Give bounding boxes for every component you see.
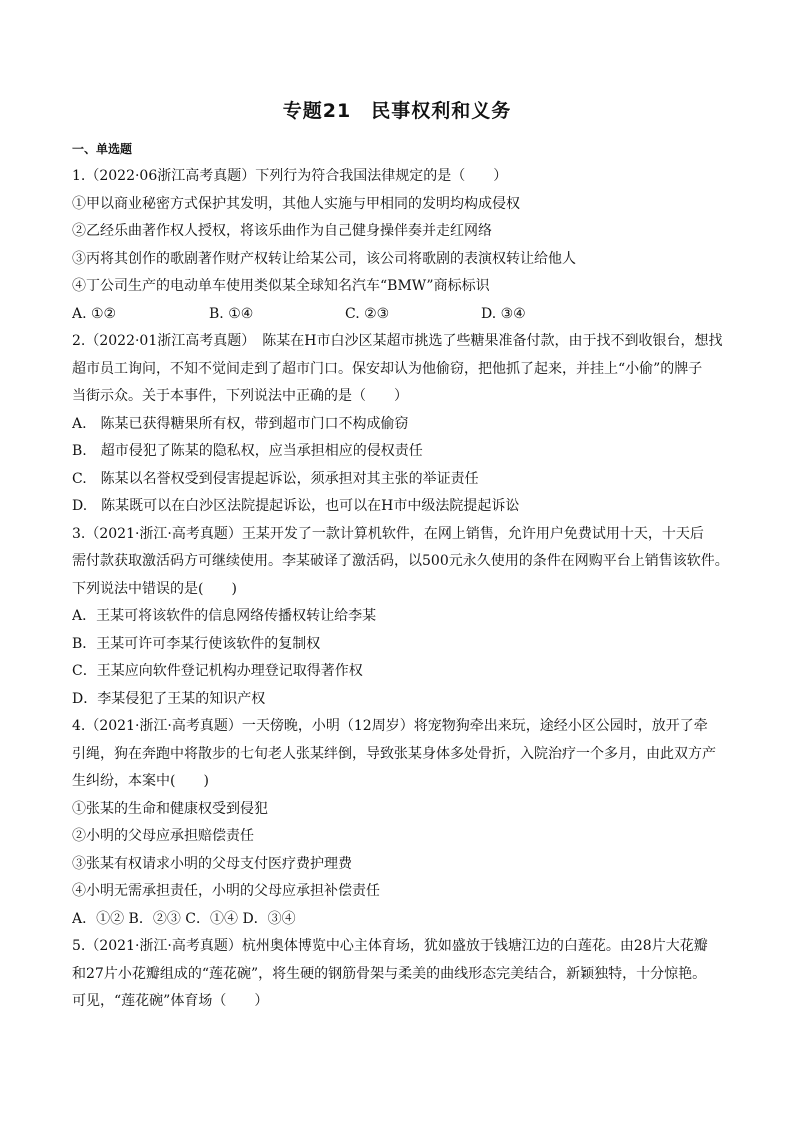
question-list bbox=[72, 163, 732, 1016]
section-heading: 一、单选题 bbox=[72, 142, 133, 156]
option-c: C. 陈某以名誉权受到侵害提起诉讼，须承担对其主张的举证责任 bbox=[72, 470, 479, 487]
statement-item: ②乙经乐曲著作权人授权，将该乐曲作为自己健身操伴奏并走红网络 bbox=[72, 223, 492, 239]
option-d: D. 陈某既可以在白沙区法院提起诉讼，也可以在H市中级法院提起诉讼 bbox=[72, 498, 520, 514]
statement-item: ①张某的生命和健康权受到侵犯 bbox=[72, 800, 268, 817]
option-c: C．王某应向软件登记机构办理登记取得著作权 bbox=[72, 663, 363, 679]
question-5 bbox=[72, 933, 732, 1016]
question-4 bbox=[72, 713, 732, 933]
question-stem: 3.（2021·浙江·高考真题）王某开发了一款计算机软件，在网上销售，允许用户免费试用十天，十天后 bbox=[72, 525, 704, 542]
option-c: C. ②③ bbox=[345, 305, 390, 322]
answer-options: A．①② B．②③ C．①④ D．③④ bbox=[72, 910, 296, 927]
answer-options bbox=[72, 301, 732, 329]
question-stem: 引绳，狗在奔跑中将散步的七旬老人张某绊倒，导致张某身体多处骨折，入院治疗一个多月，由此双方产 bbox=[72, 745, 716, 762]
question-1 bbox=[72, 163, 732, 328]
statement-item: ②小明的父母应承担赔偿责任 bbox=[72, 828, 254, 844]
question-stem: 需付款获取激活码方可继续使用。李某破译了激活码，以500元永久使用的条件在网购平台上销售该软件。 bbox=[72, 553, 729, 569]
question-2 bbox=[72, 328, 732, 521]
statement-item: ③张某有权请求小明的父母支付医疗费护理费 bbox=[72, 855, 352, 872]
option-d: D．李某侵犯了王某的知识产权 bbox=[72, 690, 266, 707]
statement-item: ④丁公司生产的电动单车使用类似某全球知名汽车“BMW”商标标识 bbox=[72, 278, 490, 294]
question-stem: 可见，“莲花碗”体育场（ ） bbox=[72, 993, 269, 1009]
question-stem: 2.（2022·01浙江高考真题） 陈某在H市白沙区某超市挑选了些糖果准备付款，由于找不到收银台，想找 bbox=[72, 333, 723, 349]
option-a: A. 陈某已获得糖果所有权，带到超市门口不构成偷窃 bbox=[72, 415, 409, 432]
question-stem: 和27片小花瓣组成的“莲花碗”，将生硬的钢筋骨架与柔美的曲线形态完美结合，新颖独特，十分惊艳。 bbox=[72, 965, 707, 982]
question-stem: 1.（2022·06浙江高考真题）下列行为符合我国法律规定的是（ ） bbox=[72, 168, 508, 184]
question-stem: 下列说法中错误的是( ) bbox=[72, 580, 237, 597]
question-stem: 4.（2021·浙江·高考真题）一天傍晚，小明（12周岁）将宠物狗牵出来玩，途经小区公园时，放开了牵 bbox=[72, 718, 708, 734]
question-stem: 超市员工询问，不知不觉间走到了超市门口。保安却认为他偷窃，把他抓了起来，并挂上“小偷”的牌子 bbox=[72, 360, 703, 377]
question-stem: 生纠纷，本案中( ) bbox=[72, 773, 209, 789]
option-d: D. ③④ bbox=[481, 305, 526, 322]
statement-item: ①甲以商业秘密方式保护其发明，其他人实施与甲相同的发明均构成侵权 bbox=[72, 195, 520, 212]
question-stem: 当街示众。关于本事件，下列说法中正确的是（ ） bbox=[72, 388, 408, 404]
statement-item: ④小明无需承担责任，小明的父母应承担补偿责任 bbox=[72, 883, 380, 899]
option-b: B．王某可许可李某行使该软件的复制权 bbox=[72, 635, 321, 652]
statement-item: ③丙将其创作的歌剧著作财产权转让给某公司，该公司将歌剧的表演权转让给他人 bbox=[72, 250, 576, 267]
option-a: A. ①② bbox=[72, 305, 117, 322]
option-b: B. 超市侵犯了陈某的隐私权，应当承担相应的侵权责任 bbox=[72, 443, 423, 459]
question-3 bbox=[72, 521, 732, 714]
option-a: A．王某可将该软件的信息网络传播权转让给李某 bbox=[72, 608, 377, 624]
question-stem: 5.（2021·浙江·高考真题）杭州奥体博览中心主体育场，犹如盛放于钱塘江边的白莲花。由28片大花瓣 bbox=[72, 938, 708, 954]
page-title: 专题21 民事权利和义务 bbox=[282, 100, 512, 122]
option-b: B. ①④ bbox=[209, 305, 254, 322]
